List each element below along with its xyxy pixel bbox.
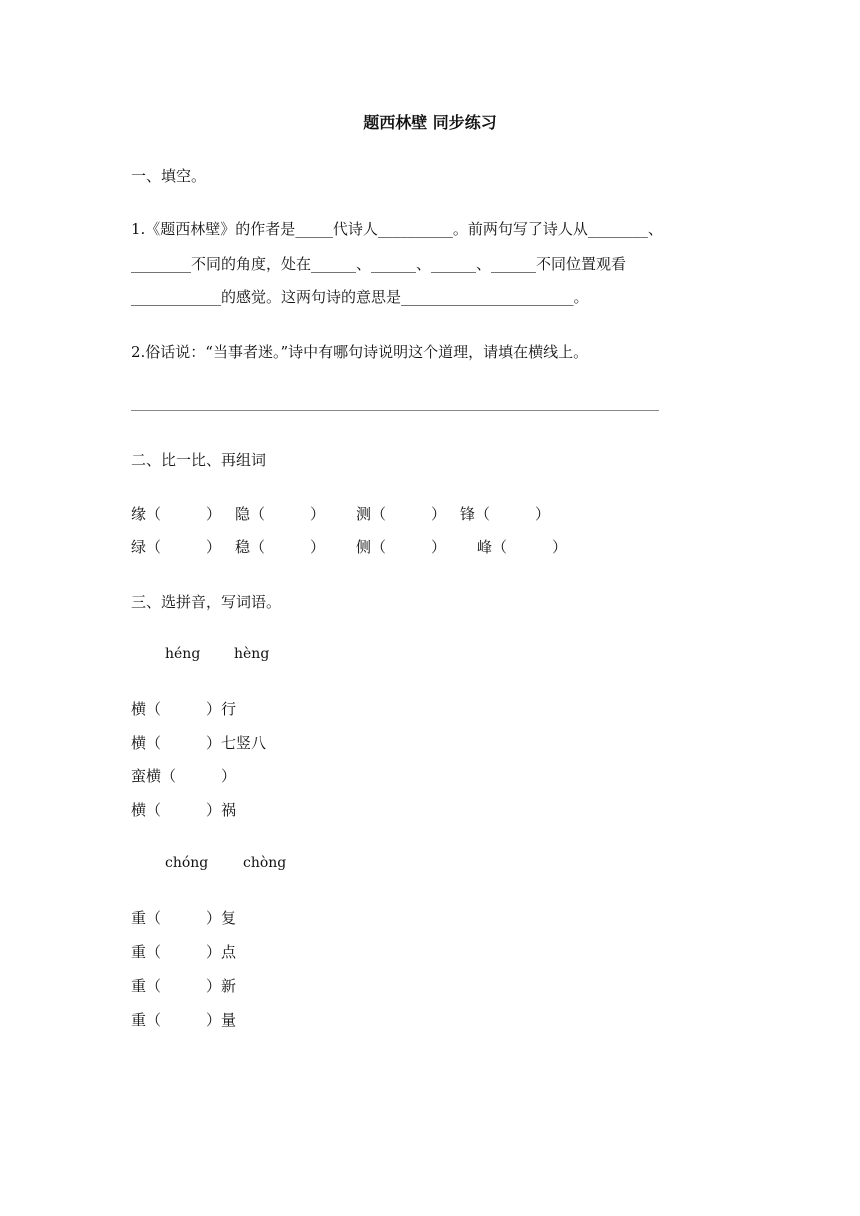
compare-word-1: 缘（ ）	[131, 505, 222, 523]
compare-word-5: 绿（ ）	[131, 538, 222, 556]
compare-word-4: 锋（ ）	[460, 505, 551, 523]
word-item-8: 重（ ）量	[131, 1011, 237, 1029]
page-title: 题西林壁 同步练习	[363, 113, 497, 132]
word-item-5: 重（ ）复	[131, 909, 237, 927]
compare-word-8: 峰（ ）	[477, 538, 568, 556]
answer-line	[131, 410, 659, 411]
word-item-7: 重（ ）新	[131, 977, 237, 995]
question1-line1: 1.《题西林壁》的作者是_____代诗人__________。前两句写了诗人从________、	[131, 220, 663, 238]
pinyin-option-4: chòng	[243, 855, 287, 871]
word-item-6: 重（ ）点	[131, 943, 237, 961]
word-item-3: 蛮横（ ）	[131, 767, 237, 785]
section1-heading: 一、填空。	[131, 167, 207, 185]
question1-line3: ____________的感觉。这两句诗的意思是_______________________。	[131, 288, 589, 306]
question1-line2: ________不同的角度，处在______、______、______、______不同位置观看	[131, 255, 627, 273]
compare-word-3: 测（ ）	[356, 505, 447, 523]
word-item-1: 横（ ）行	[131, 700, 237, 718]
word-item-4: 横（ ）祸	[131, 801, 237, 819]
compare-word-2: 隐（ ）	[235, 505, 326, 523]
pinyin-option-3: chóng	[165, 855, 209, 871]
section3-heading: 三、选拼音，写词语。	[131, 593, 282, 611]
pinyin-option-2: hèng	[234, 646, 270, 662]
word-item-2: 横（ ）七竖八	[131, 734, 267, 752]
pinyin-option-1: héng	[165, 646, 201, 662]
section2-heading: 二、比一比、再组词	[131, 451, 267, 469]
compare-word-7: 侧（ ）	[356, 538, 447, 556]
compare-word-6: 稳（ ）	[235, 538, 326, 556]
question2: 2.俗话说：“当事者迷。”诗中有哪句诗说明这个道理，请填在横线上。	[131, 343, 589, 361]
